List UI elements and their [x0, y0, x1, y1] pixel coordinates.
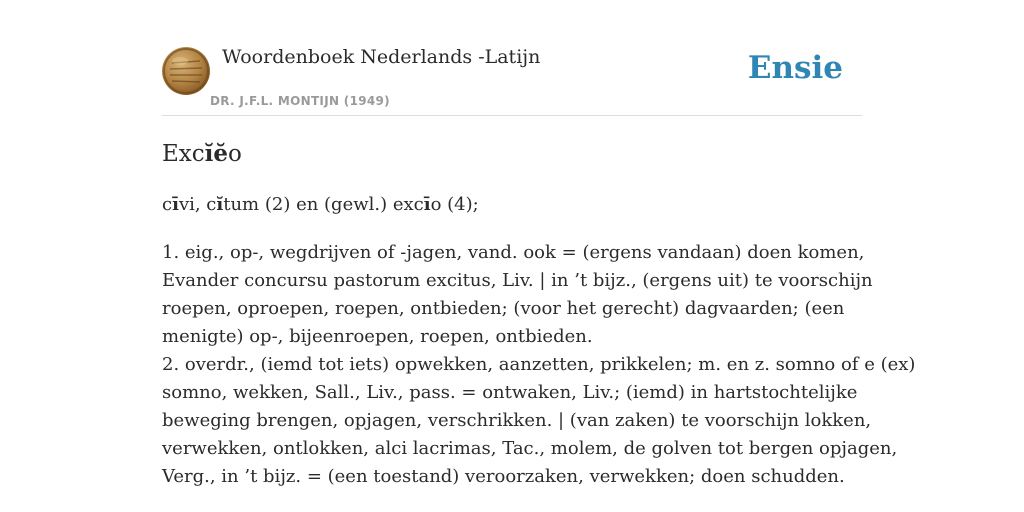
entry-headword — [162, 140, 242, 167]
definition-line: verwekken, ontlokken, alci lacrimas, Tac., molem, de golven tot bergen opjagen, — [162, 438, 898, 459]
forms-text: c — [162, 194, 173, 215]
definition-line: roepen, oproepen, roepen, ontbieden; (voor het gerecht) dagvaarden; (een — [162, 298, 845, 319]
brand-logo[interactable]: Ensie — [747, 50, 843, 86]
forms-text: o (4); — [430, 194, 479, 215]
definition-line: 2. overdr., (iemd tot iets) opwekken, aanzetten, prikkelen; m. en z. somno of e (ex) — [162, 354, 916, 375]
forms-vowel: ī — [172, 194, 179, 215]
definition-line: menigte) op-, bijeenroepen, roepen, ontbieden. — [162, 326, 593, 347]
forms-text: tum (2) en (gewl.) exc — [223, 194, 424, 215]
forms-vowel: ĭ — [216, 194, 224, 215]
coin-engraving — [162, 47, 210, 95]
forms-vowel: ī — [423, 194, 431, 215]
book-header — [162, 0, 862, 116]
coin-icon[interactable] — [162, 47, 210, 95]
headword-part: Exc — [162, 141, 205, 167]
entry-definition — [162, 239, 916, 491]
headword-accent: ĭĕ — [204, 140, 229, 167]
definition-line: 1. eig., op-, wegdrijven of -jagen, vand. ook = (ergens vandaan) doen komen, — [162, 242, 865, 263]
forms-text: vi, c — [178, 194, 217, 215]
book-title[interactable]: Woordenboek Nederlands -Latijn — [222, 46, 541, 68]
definition-line: Evander concursu pastorum excitus, Liv. | in ’t bijz., (ergens uit) te voorschijn — [162, 270, 873, 291]
definition-line: Verg., in ’t bijz. = (een toestand) veroorzaken, verwekken; doen schudden. — [162, 466, 845, 487]
headword-part: o — [228, 141, 242, 167]
page — [162, 0, 916, 512]
entry-forms — [162, 194, 479, 215]
definition-line: somno, wekken, Sall., Liv., pass. = ontwaken, Liv.; (iemd) in hartstochtelijke — [162, 382, 858, 403]
book-author: DR. J.F.L. MONTIJN (1949) — [210, 94, 390, 108]
definition-line: beweging brengen, opjagen, verschrikken. | (van zaken) te voorschijn lokken, — [162, 410, 872, 431]
